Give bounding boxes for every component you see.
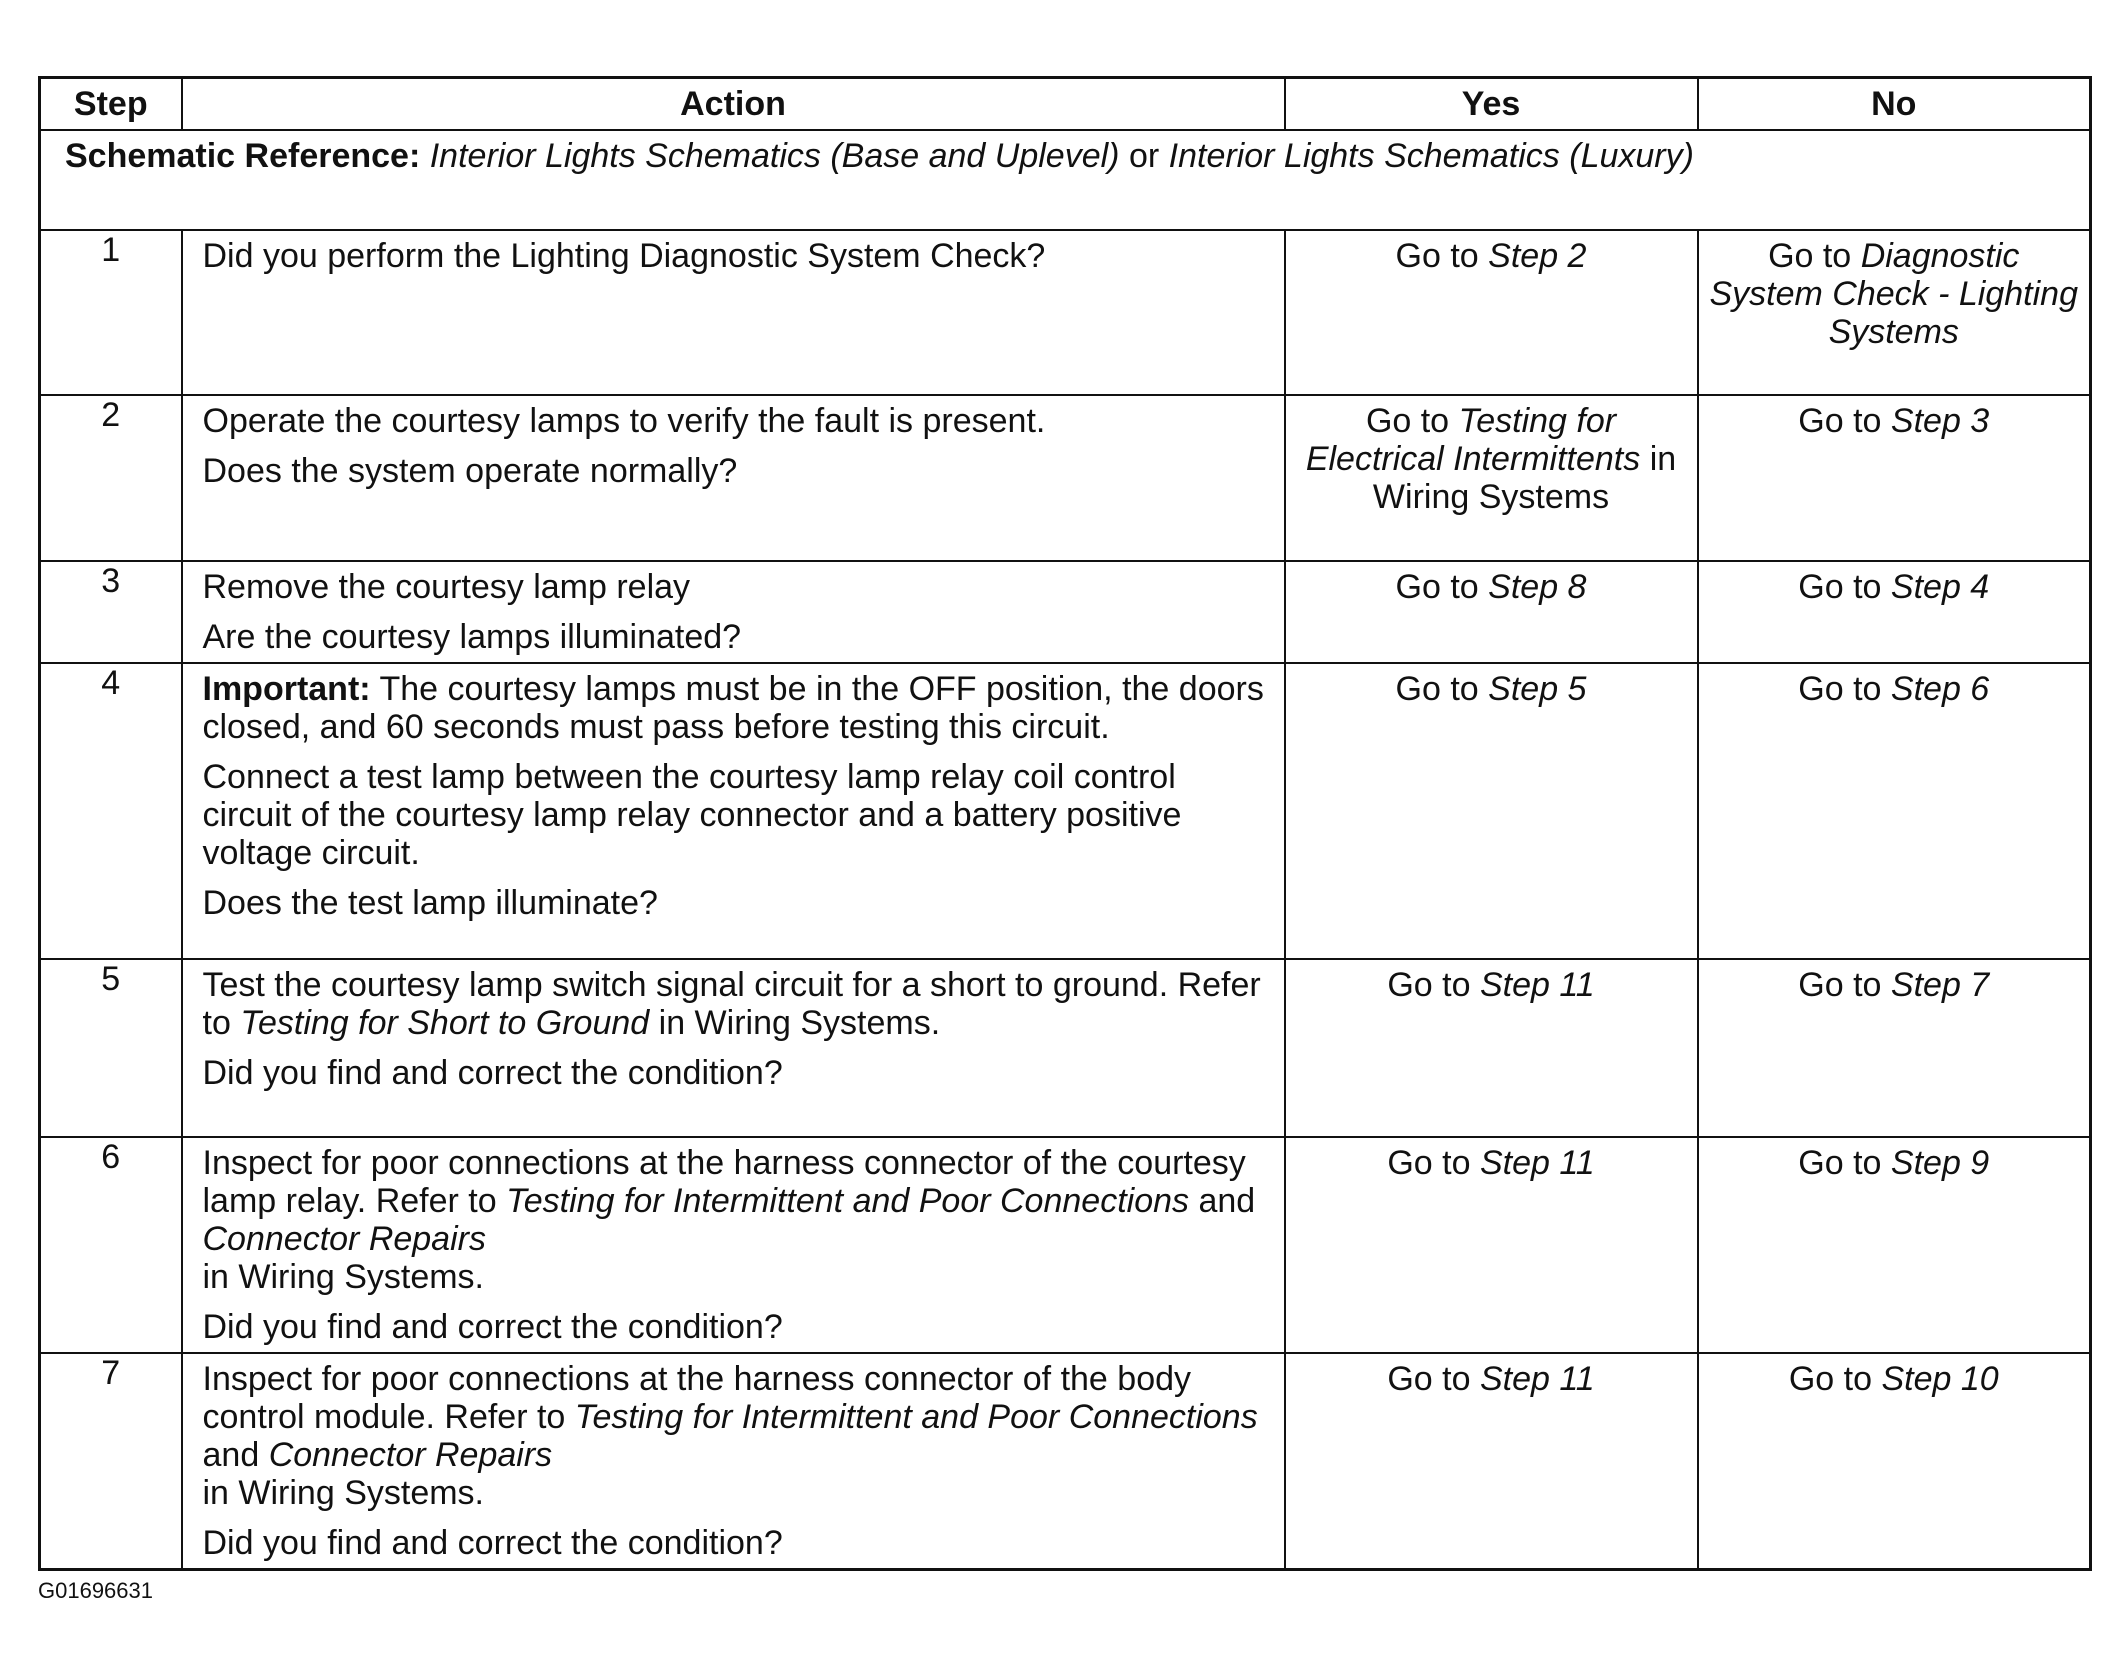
no-cell — [1698, 1137, 2091, 1353]
diagnostic-table-sheet — [38, 76, 2089, 1571]
step-row-7 — [40, 1353, 2091, 1570]
step-row-2 — [40, 395, 2091, 561]
header-action: Action — [182, 78, 1285, 131]
action-text: Did you perform the Lighting Diagnostic System Check? — [202, 237, 1046, 275]
action-cell — [182, 230, 1285, 395]
header-step: Step — [40, 78, 182, 131]
no-link[interactable]: Step 9 — [1890, 1144, 1990, 1182]
yes-suffix: in Wiring Systems — [1372, 440, 1677, 516]
yes-prefix: Go to — [1387, 1144, 1471, 1182]
yes-link[interactable]: Step 8 — [1488, 568, 1587, 606]
no-link[interactable]: Step 3 — [1890, 402, 1990, 440]
yes-cell — [1285, 1353, 1698, 1570]
action-text-part: in Wiring Systems. — [658, 1004, 941, 1042]
no-prefix: Go to — [1798, 402, 1882, 440]
yes-cell — [1285, 663, 1698, 959]
no-link[interactable]: Step 10 — [1881, 1360, 1999, 1398]
yes-prefix: Go to — [1387, 1360, 1471, 1398]
action-question: Did you find and correct the condition? — [202, 1054, 783, 1092]
yes-prefix: Go to — [1387, 966, 1471, 1004]
action-link[interactable]: Connector Repairs — [202, 1220, 486, 1258]
yes-link[interactable]: Step 11 — [1479, 1360, 1595, 1398]
step-number: 6 — [40, 1137, 182, 1353]
action-text — [203, 1144, 1270, 1296]
important-label: Important: — [202, 670, 371, 708]
action-question: Are the courtesy lamps illuminated? — [202, 618, 742, 656]
step-row-5 — [40, 959, 2091, 1137]
action-question: Does the test lamp illuminate? — [202, 884, 658, 922]
no-prefix: Go to — [1798, 670, 1882, 708]
no-prefix: Go to — [1768, 237, 1852, 275]
action-text-part: and — [202, 1436, 260, 1474]
no-cell — [1698, 230, 2091, 395]
action-question: Does the system operate normally? — [202, 452, 738, 490]
action-cell — [182, 663, 1285, 959]
schematic-ref-base-uplevel[interactable]: Interior Lights Schematics (Base and Uplevel) — [429, 137, 1120, 175]
step-number: 3 — [40, 561, 182, 663]
yes-link[interactable]: Step 2 — [1488, 237, 1587, 275]
action-link[interactable]: Testing for Intermittent and Poor Connections — [506, 1182, 1190, 1220]
step-row-6 — [40, 1137, 2091, 1353]
no-prefix: Go to — [1788, 1360, 1872, 1398]
step-row-3 — [40, 561, 2091, 663]
no-prefix: Go to — [1798, 568, 1882, 606]
action-cell — [182, 395, 1285, 561]
action-text: Connect a test lamp between the courtesy lamp relay coil control circuit of the courtesy lamp relay connector and a battery positive voltage circuit. — [202, 758, 1182, 872]
action-text-part: Inspect for poor connections at the harness connector of the body control module. Refer to — [202, 1360, 1192, 1436]
step-row-4 — [40, 663, 2091, 959]
yes-cell — [1285, 395, 1698, 561]
no-link[interactable]: Diagnostic System Check - Lighting Systems — [1709, 237, 2078, 351]
action-cell — [182, 959, 1285, 1137]
step-row-1 — [40, 230, 2091, 395]
yes-prefix: Go to — [1365, 402, 1450, 440]
no-cell — [1698, 561, 2091, 663]
step-number: 5 — [40, 959, 182, 1137]
action-text: Remove the courtesy lamp relay — [202, 568, 691, 606]
schematic-reference-row — [40, 130, 2091, 230]
action-link[interactable]: Testing for Short to Ground — [240, 1004, 650, 1042]
action-link[interactable]: Testing for Intermittent and Poor Connections — [574, 1398, 1258, 1436]
yes-cell — [1285, 1137, 1698, 1353]
header-row — [40, 78, 2091, 131]
yes-prefix: Go to — [1395, 237, 1479, 275]
step-number: 1 — [40, 230, 182, 395]
important-text: The courtesy lamps must be in the OFF position, the doors closed, and 60 seconds must pass before testing this circuit. — [202, 670, 1264, 746]
action-text: Operate the courtesy lamps to verify the fault is present. — [202, 402, 1046, 440]
action-text-part: in Wiring Systems. — [202, 1258, 484, 1296]
step-number: 4 — [40, 663, 182, 959]
schematic-reference — [40, 130, 2091, 230]
yes-cell — [1285, 561, 1698, 663]
schematic-reference-label: Schematic Reference: — [65, 137, 421, 175]
no-cell — [1698, 959, 2091, 1137]
no-prefix: Go to — [1798, 1144, 1882, 1182]
no-prefix: Go to — [1798, 966, 1882, 1004]
figure-id: G01696631 — [38, 1578, 153, 1603]
diagnostic-table — [38, 76, 2092, 1571]
schematic-ref-luxury[interactable]: Interior Lights Schematics (Luxury) — [1168, 137, 1694, 175]
yes-link[interactable]: Step 11 — [1479, 966, 1595, 1004]
action-question: Did you find and correct the condition? — [202, 1308, 783, 1346]
yes-link[interactable]: Step 11 — [1479, 1144, 1595, 1182]
step-number: 2 — [40, 395, 182, 561]
important-note — [203, 670, 1270, 746]
step-number: 7 — [40, 1353, 182, 1570]
yes-prefix: Go to — [1395, 670, 1479, 708]
action-text-part: and — [1198, 1182, 1256, 1220]
yes-cell — [1285, 959, 1698, 1137]
action-question: Did you find and correct the condition? — [202, 1524, 783, 1562]
action-cell — [182, 1137, 1285, 1353]
action-cell — [182, 1353, 1285, 1570]
no-link[interactable]: Step 6 — [1890, 670, 1990, 708]
action-text — [203, 966, 1270, 1042]
schematic-or: or — [1128, 137, 1160, 175]
action-text-part: Inspect for poor connections at the harness connector of the courtesy lamp relay. Refer to — [202, 1144, 1246, 1220]
no-link[interactable]: Step 7 — [1890, 966, 1990, 1004]
yes-cell — [1285, 230, 1698, 395]
yes-link[interactable]: Step 5 — [1488, 670, 1587, 708]
action-text — [203, 1360, 1270, 1512]
action-cell — [182, 561, 1285, 663]
no-cell — [1698, 663, 2091, 959]
no-cell — [1698, 395, 2091, 561]
header-no: No — [1698, 78, 2091, 131]
action-link[interactable]: Connector Repairs — [268, 1436, 553, 1474]
yes-prefix: Go to — [1395, 568, 1479, 606]
action-text-part: in Wiring Systems. — [202, 1474, 484, 1512]
yes-link[interactable]: Testing for Electrical Intermittents — [1305, 402, 1641, 478]
header-yes: Yes — [1285, 78, 1698, 131]
no-cell — [1698, 1353, 2091, 1570]
no-link[interactable]: Step 4 — [1890, 568, 1990, 606]
action-text-part: Test the courtesy lamp switch signal circuit for a short to ground. Refer to — [202, 966, 1261, 1042]
